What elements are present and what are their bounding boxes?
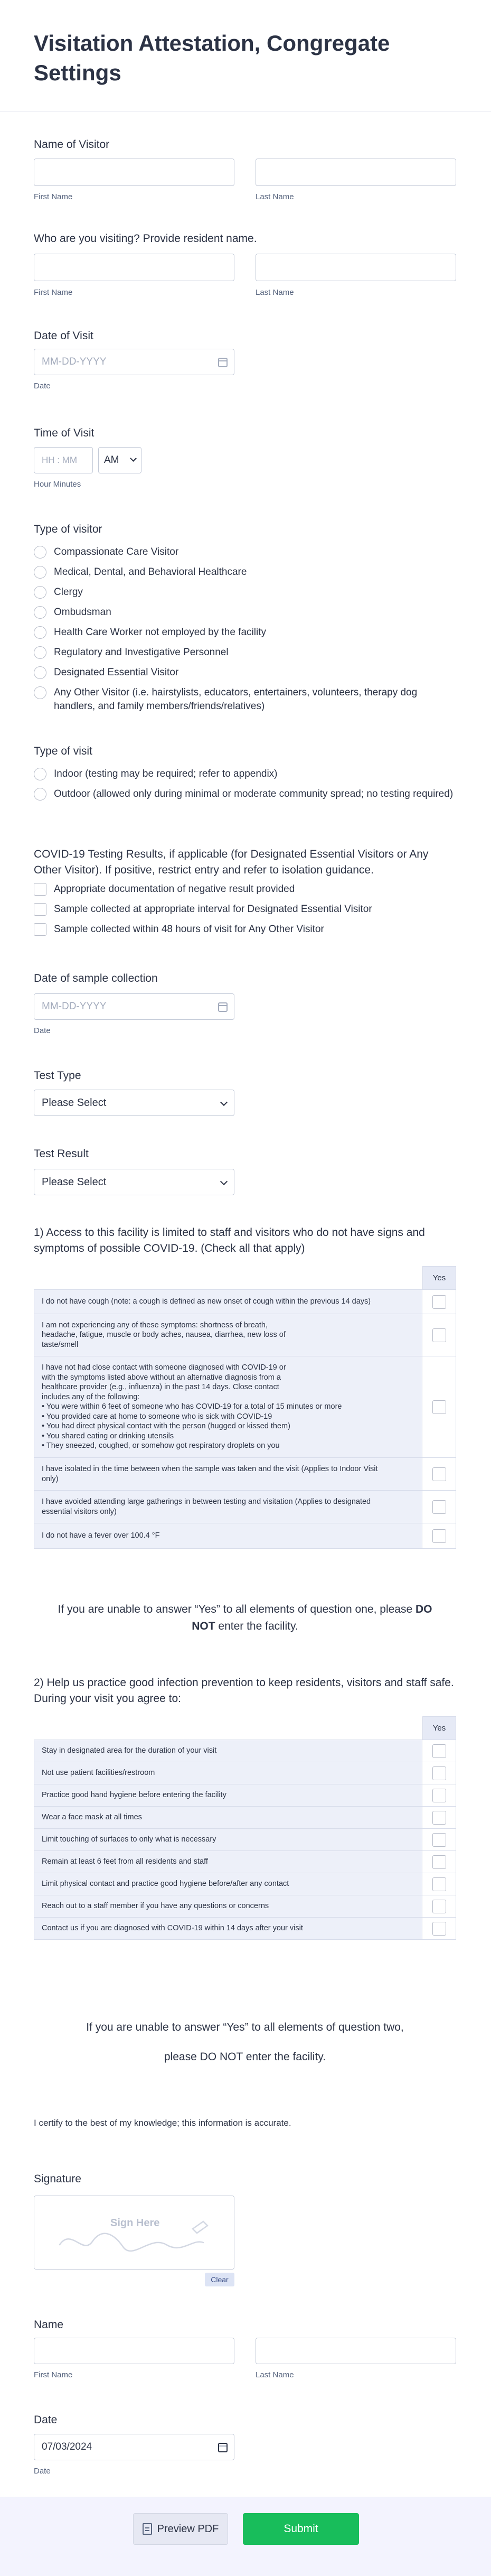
checkbox[interactable] xyxy=(432,1877,446,1891)
visit-date-placeholder: MM-DD-YYYY xyxy=(42,356,107,367)
matrix-row: I have isolated in the time between when the sample was taken and the visit (Applies to Indoor Visit only) xyxy=(34,1458,456,1491)
visitor-first-name-sublabel: First Name xyxy=(34,192,73,201)
checkbox[interactable] xyxy=(432,1467,446,1481)
checkbox[interactable] xyxy=(34,903,46,916)
sample-date-label: Date of sample collection xyxy=(34,972,158,984)
matrix-row: Contact us if you are diagnosed with COVID-19 within 14 days after your visit xyxy=(34,1918,456,1940)
visit-date-sublabel: Date xyxy=(34,382,51,390)
covid-testing-option[interactable]: Sample collected at appropriate interval for Designated Essential Visitor xyxy=(34,903,372,916)
covid-testing-option[interactable]: Appropriate documentation of negative result provided xyxy=(34,882,295,896)
resident-last-name-input[interactable] xyxy=(256,254,456,281)
sign-date-input[interactable] xyxy=(34,2434,234,2460)
test-result-label: Test Result xyxy=(34,1148,89,1160)
visitor-type-option[interactable]: Clergy xyxy=(34,585,83,599)
radio-button[interactable] xyxy=(34,626,46,639)
signature-pad[interactable] xyxy=(34,2196,234,2270)
visitor-name-label: Name of Visitor xyxy=(34,138,110,151)
visitor-type-option[interactable]: Designated Essential Visitor xyxy=(34,666,178,680)
notice-question2-line2: please DO NOT enter the facility. xyxy=(164,2051,326,2063)
checkbox[interactable] xyxy=(432,1811,446,1825)
form-footer xyxy=(0,2497,491,2576)
notice-question1: If you are unable to answer “Yes” to all elements of question one, please DO NOT enter the facility. xyxy=(58,1603,432,1632)
resident-first-name-input[interactable] xyxy=(34,254,234,281)
submit-button[interactable]: Submit xyxy=(243,2513,359,2545)
chevron-down-icon xyxy=(130,455,137,462)
ampm-select[interactable] xyxy=(98,447,141,473)
signer-name-label: Name xyxy=(34,2319,64,2331)
radio-button[interactable] xyxy=(34,768,46,780)
visit-time-sublabel: Hour Minutes xyxy=(34,480,81,489)
radio-button[interactable] xyxy=(34,646,46,659)
matrix-row: I have not had close contact with someone diagnosed with COVID-19 or with the symptoms listed above without an alternative diagnosis from a healthcare provider (e.g., influenza) in the past 14 days. Close contact includes any of the following: • You were within 6 feet of someone who has COVID-19 for a total of 15 minutes or more • You provided care at home to someone who is sick with COVID-19 • You had direct physical contact with the person (hugged or kissed them) • You shared eating or drinking utensils • They sneezed, coughed, or somehow got respiratory droplets on you xyxy=(34,1356,456,1458)
checkbox[interactable] xyxy=(432,1744,446,1758)
resident-last-name-sublabel: Last Name xyxy=(256,288,294,297)
question2-matrix xyxy=(34,1716,456,1943)
checkbox[interactable] xyxy=(432,1328,446,1342)
visitor-type-option[interactable]: Regulatory and Investigative Personnel xyxy=(34,646,229,659)
visitor-type-option[interactable]: Ombudsman xyxy=(34,606,111,619)
signer-first-name-input[interactable] xyxy=(34,2338,234,2364)
matrix-row: I do not have a fever over 100.4 °F xyxy=(34,1523,456,1549)
sign-date-sublabel: Date xyxy=(34,2467,51,2476)
checkbox[interactable] xyxy=(432,1766,446,1780)
visit-type-label: Type of visit xyxy=(34,745,92,757)
test-type-label: Test Type xyxy=(34,1070,81,1082)
checkbox[interactable] xyxy=(432,1529,446,1543)
chevron-down-icon xyxy=(220,1099,228,1106)
matrix-row: Limit physical contact and practice good hygiene before/after any contact xyxy=(34,1873,456,1895)
sample-date-input[interactable] xyxy=(34,993,234,1020)
question2-title: 2) Help us practice good infection prevention to keep residents, visitors and staff safe. During your visit you agree to: xyxy=(34,1677,454,1705)
radio-button[interactable] xyxy=(34,788,46,801)
checkbox[interactable] xyxy=(34,883,46,896)
visit-time-label: Time of Visit xyxy=(34,427,95,439)
matrix-row: I have avoided attending large gatherings in between testing and visitation (Applies to designated essential visitors only) xyxy=(34,1491,456,1523)
matrix-row: Reach out to a staff member if you have any questions or concerns xyxy=(34,1895,456,1918)
matrix-row: I do not have cough (note: a cough is defined as new onset of cough within the previous 14 days) xyxy=(34,1290,456,1314)
radio-button[interactable] xyxy=(34,666,46,679)
sample-date-placeholder: MM-DD-YYYY xyxy=(42,1001,107,1012)
checkbox[interactable] xyxy=(432,1922,446,1936)
certify-text: I certify to the best of my knowledge; this information is accurate. xyxy=(34,2118,291,2128)
checkbox[interactable] xyxy=(432,1400,446,1414)
calendar-icon[interactable] xyxy=(218,2443,228,2452)
checkbox[interactable] xyxy=(432,1789,446,1802)
signer-first-name-sublabel: First Name xyxy=(34,2370,73,2379)
visitor-type-label: Type of visitor xyxy=(34,523,102,535)
visit-type-option[interactable]: Outdoor (allowed only during minimal or moderate community spread; no testing required) xyxy=(34,787,456,801)
checkbox[interactable] xyxy=(34,923,46,936)
radio-button[interactable] xyxy=(34,566,46,579)
visit-date-input[interactable] xyxy=(34,349,234,375)
resident-name-label: Who are you visiting? Provide resident name. xyxy=(34,233,257,245)
covid-testing-label: COVID-19 Testing Results, if applicable (for Designated Essential Visitors or Any Other Visitor). If positive, restrict entry and refer to isolation guidance. xyxy=(34,848,429,876)
preview-pdf-button[interactable]: Preview PDF xyxy=(133,2513,228,2545)
signature-scribble-icon xyxy=(34,2196,235,2270)
covid-testing-option[interactable]: Sample collected within 48 hours of visit for Any Other Visitor xyxy=(34,923,324,936)
checkbox[interactable] xyxy=(432,1855,446,1869)
matrix-row: Wear a face mask at all times xyxy=(34,1807,456,1829)
question1-matrix xyxy=(34,1266,456,1567)
visitor-type-option[interactable]: Health Care Worker not employed by the facility xyxy=(34,626,266,639)
visitor-type-option[interactable]: Any Other Visitor (i.e. hairstylists, educators, entertainers, volunteers, therapy dog handlers, and family members/friends/relatives) xyxy=(34,686,456,713)
matrix-column-yes: Yes xyxy=(422,1266,456,1289)
radio-button[interactable] xyxy=(34,606,46,619)
matrix-row: Remain at least 6 feet from all residents and staff xyxy=(34,1851,456,1873)
visit-type-option[interactable]: Indoor (testing may be required; refer to appendix) xyxy=(34,767,278,781)
question1-title: 1) Access to this facility is limited to staff and visitors who do not have signs and symptoms of possible COVID-19. (Check all that apply) xyxy=(34,1226,425,1254)
radio-button[interactable] xyxy=(34,586,46,599)
matrix-row: Stay in designated area for the duration of your visit xyxy=(34,1740,456,1762)
signature-hint: Sign Here xyxy=(110,2217,160,2229)
resident-first-name-sublabel: First Name xyxy=(34,288,73,297)
visitor-type-option[interactable]: Compassionate Care Visitor xyxy=(34,545,178,559)
visitor-type-option[interactable]: Medical, Dental, and Behavioral Healthcare xyxy=(34,565,247,579)
matrix-row: Limit touching of surfaces to only what is necessary xyxy=(34,1829,456,1851)
matrix-row: I am not experiencing any of these symptoms: shortness of breath, headache, fatigue, muscle or body aches, nausea, diarrhea, new loss of taste/smell xyxy=(34,1314,456,1356)
calendar-icon[interactable] xyxy=(218,358,228,367)
checkbox[interactable] xyxy=(432,1500,446,1514)
notice-question2-line1: If you are unable to answer “Yes” to all elements of question two, xyxy=(86,2021,404,2033)
chevron-down-icon xyxy=(220,1178,228,1185)
sign-date-value: 07/03/2024 xyxy=(42,2441,92,2452)
sample-date-sublabel: Date xyxy=(34,1026,51,1035)
visit-date-label: Date of Visit xyxy=(34,330,93,342)
radio-button[interactable] xyxy=(34,546,46,559)
signature-label: Signature xyxy=(34,2173,81,2185)
test-result-select[interactable] xyxy=(34,1169,234,1195)
visit-time-input[interactable]: HH : MM xyxy=(34,447,93,473)
matrix-row: Not use patient facilities/restroom xyxy=(34,1762,456,1784)
matrix-row: Practice good hand hygiene before entering the facility xyxy=(34,1784,456,1807)
visitor-last-name-sublabel: Last Name xyxy=(256,192,294,201)
checkbox[interactable] xyxy=(432,1295,446,1309)
visitor-last-name-input[interactable] xyxy=(256,159,456,186)
checkbox[interactable] xyxy=(432,1833,446,1847)
signer-last-name-input[interactable] xyxy=(256,2338,456,2364)
matrix-column-yes: Yes xyxy=(422,1716,456,1740)
test-type-select[interactable] xyxy=(34,1090,234,1116)
document-icon xyxy=(143,2523,152,2535)
test-result-value: Please Select xyxy=(42,1176,107,1188)
ampm-value: AM xyxy=(104,454,119,466)
checkbox[interactable] xyxy=(432,1900,446,1913)
clear-signature-button[interactable]: Clear xyxy=(205,2273,234,2286)
test-type-value: Please Select xyxy=(42,1096,107,1109)
visitor-first-name-input[interactable] xyxy=(34,159,234,186)
form-title: Visitation Attestation, Congregate Settings xyxy=(34,31,390,85)
calendar-icon[interactable] xyxy=(218,1002,228,1012)
signer-last-name-sublabel: Last Name xyxy=(256,2370,294,2379)
radio-button[interactable] xyxy=(34,686,46,699)
sign-date-label: Date xyxy=(34,2414,58,2426)
